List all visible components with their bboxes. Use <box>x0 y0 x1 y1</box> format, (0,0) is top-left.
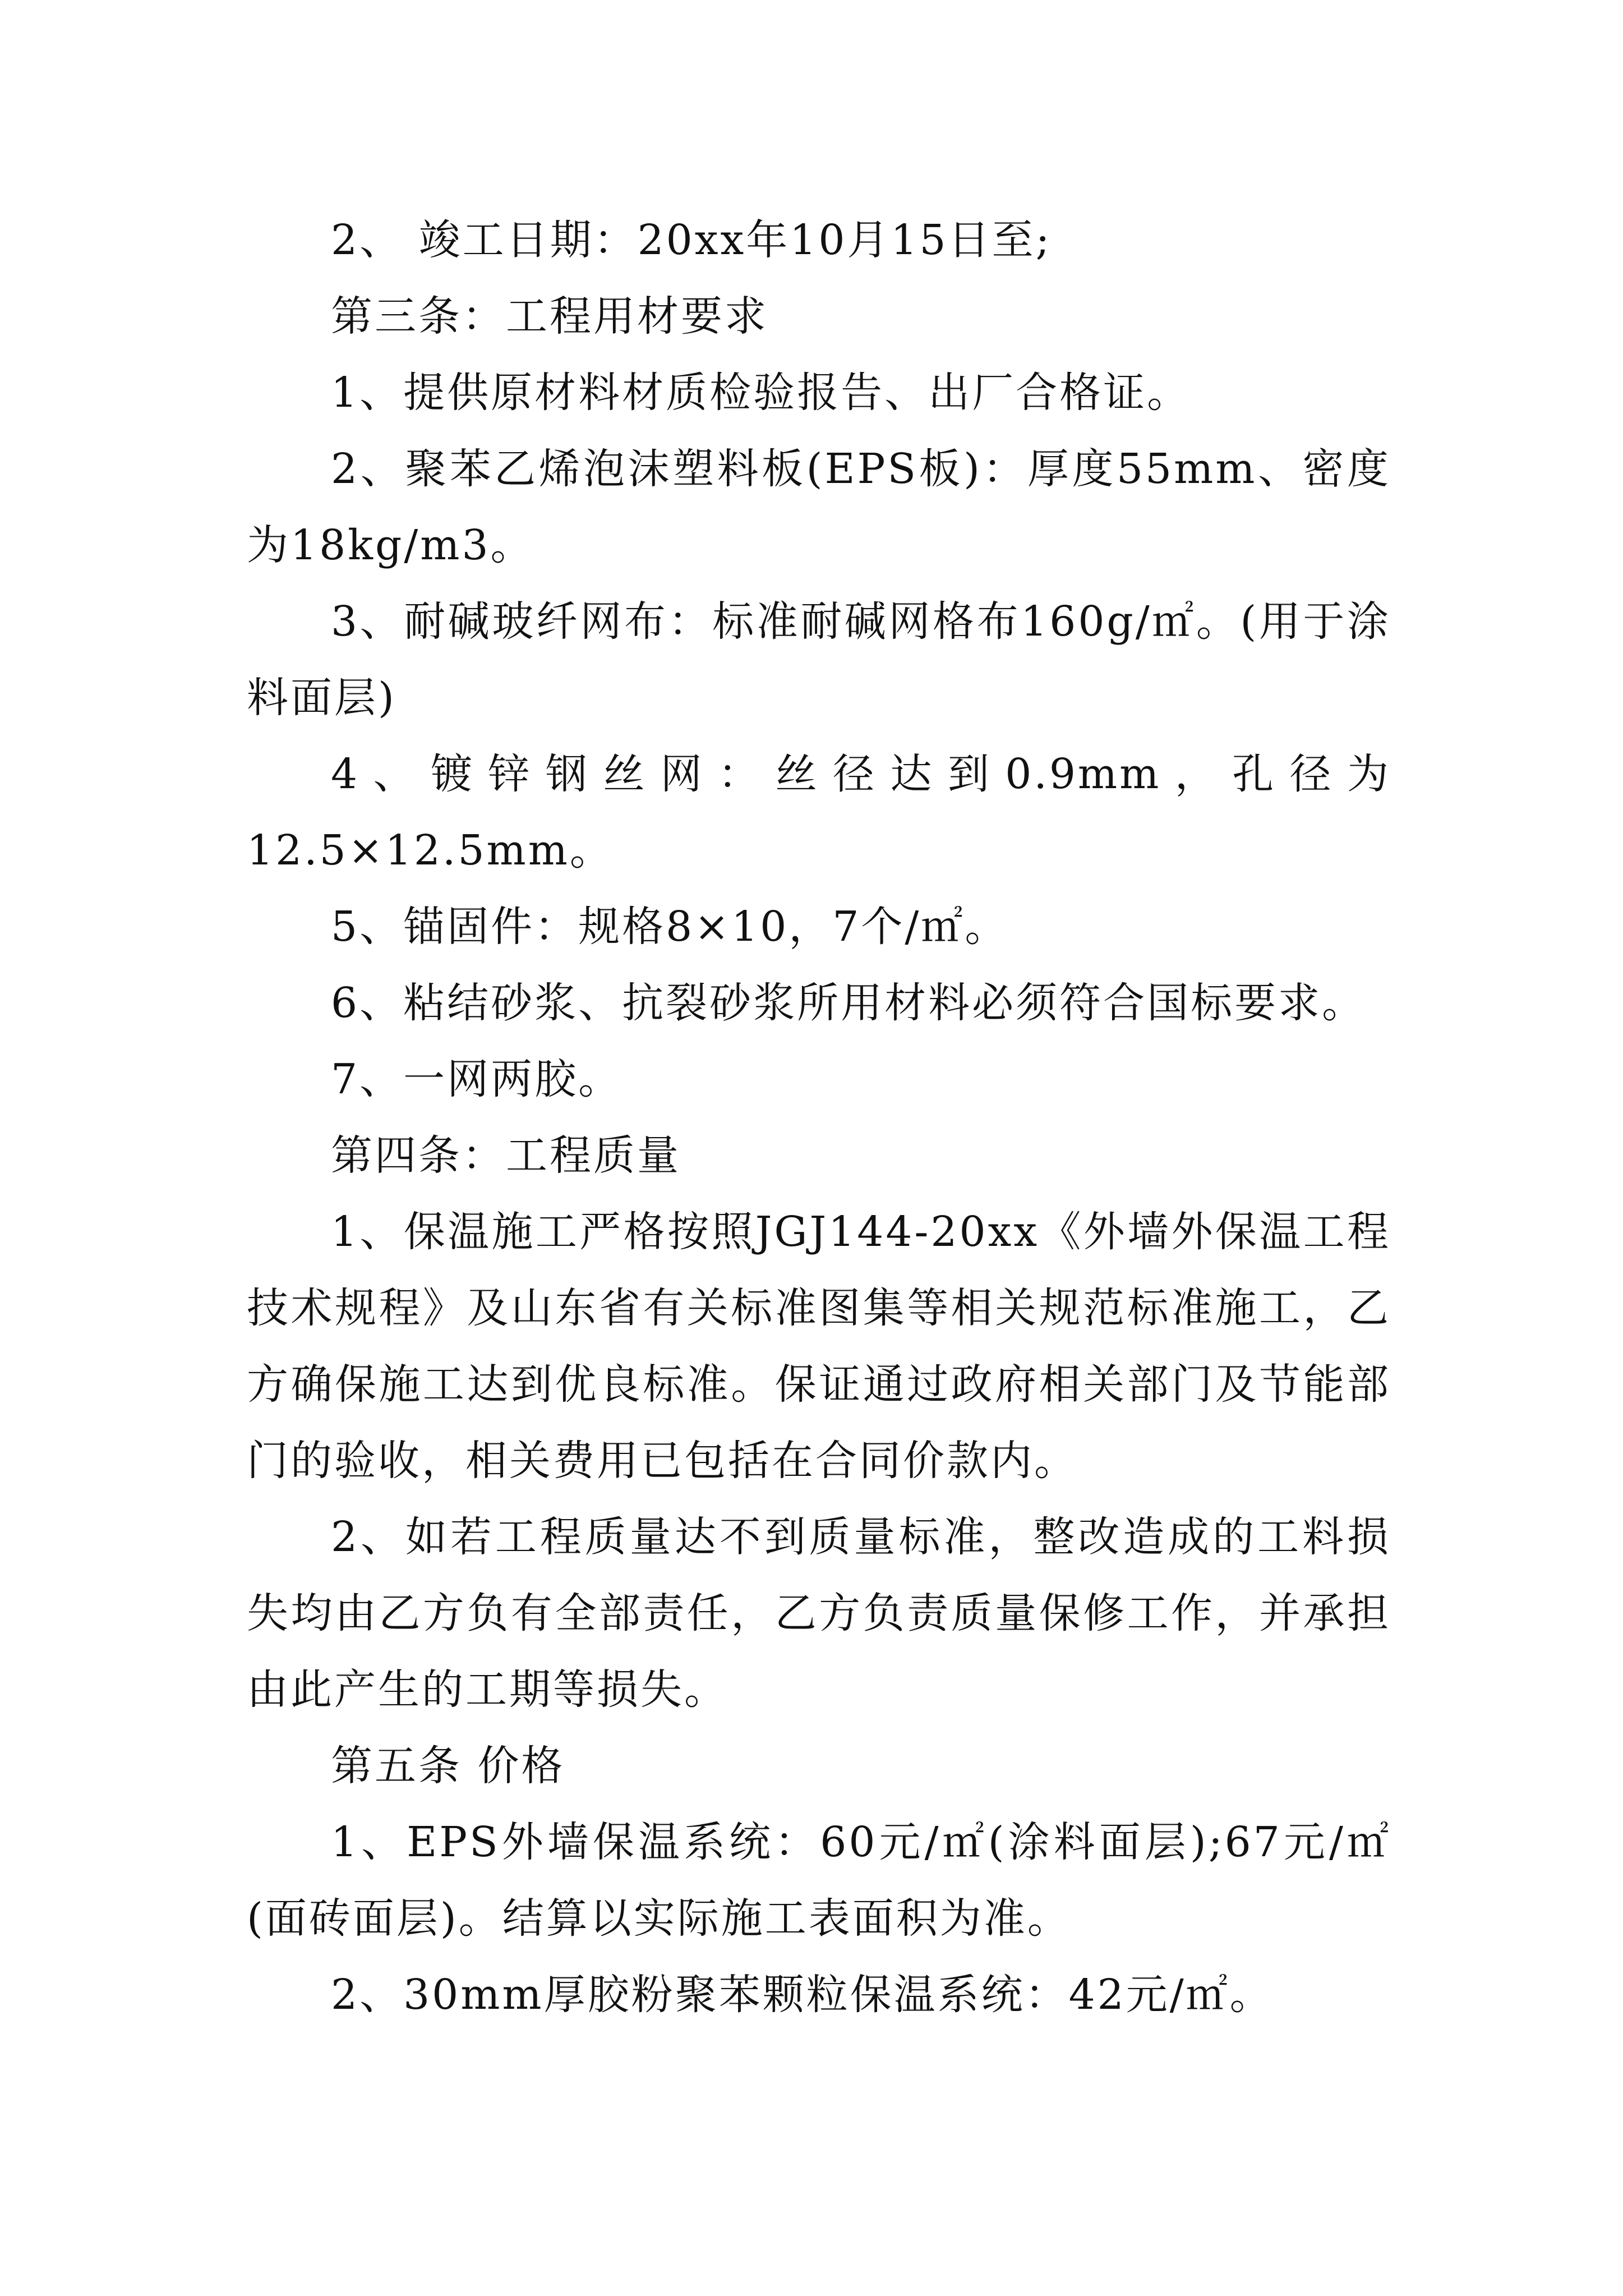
material-item-7: 7、一网两胶。 <box>331 1055 623 1103</box>
section-heading-article-4: 第四条：工程质量 <box>331 1131 681 1180</box>
material-item-4: 4、镀锌钢丝网：丝径达到0.9mm，孔径为12.5×12.5mm。 <box>247 750 1391 875</box>
price-item-1: 1、EPS外墙保温系统：60元/㎡(涂料面层);67元/㎡(面砖面层)。结算以实际施工表面积为准。 <box>247 1818 1391 1943</box>
quality-item-1: 1、保温施工严格按照JGJ144-20xx《外墙外保温工程技术规程》及山东省有关标准图集等相关规范标准施工，乙方确保施工达到优良标准。保证通过政府相关部门及节能部门的验收，相关费用已包括在合同价款内。 <box>247 1208 1391 1485</box>
material-item-6: 6、粘结砂浆、抗裂砂浆所用材料必须符合国标要求。 <box>331 979 1366 1027</box>
section-heading-article-5: 第五条 价格 <box>331 1742 565 1790</box>
price-item-2: 2、30mm厚胶粉聚苯颗粒保温系统：42元/㎡。 <box>331 1971 1274 2019</box>
completion-date-paragraph: 2、 竣工日期：20xx年10月15日至; <box>331 216 1052 264</box>
material-item-2: 2、聚苯乙烯泡沫塑料板(EPS板)：厚度55mm、密度为18kg/m3。 <box>247 445 1391 569</box>
quality-item-2: 2、如若工程质量达不到质量标准，整改造成的工料损失均由乙方负有全部责任，乙方负责质量保修工作，并承担由此产生的工期等损失。 <box>247 1513 1391 1714</box>
section-heading-article-3: 第三条：工程用材要求 <box>331 292 768 341</box>
material-item-1: 1、提供原材料材质检验报告、出厂合格证。 <box>331 369 1191 417</box>
document-body <box>247 202 1391 2033</box>
material-item-3: 3、耐碱玻纤网布：标准耐碱网格布160g/㎡。(用于涂料面层) <box>247 597 1391 722</box>
material-item-5: 5、锚固件：规格8×10，7个/㎡。 <box>331 903 1009 951</box>
